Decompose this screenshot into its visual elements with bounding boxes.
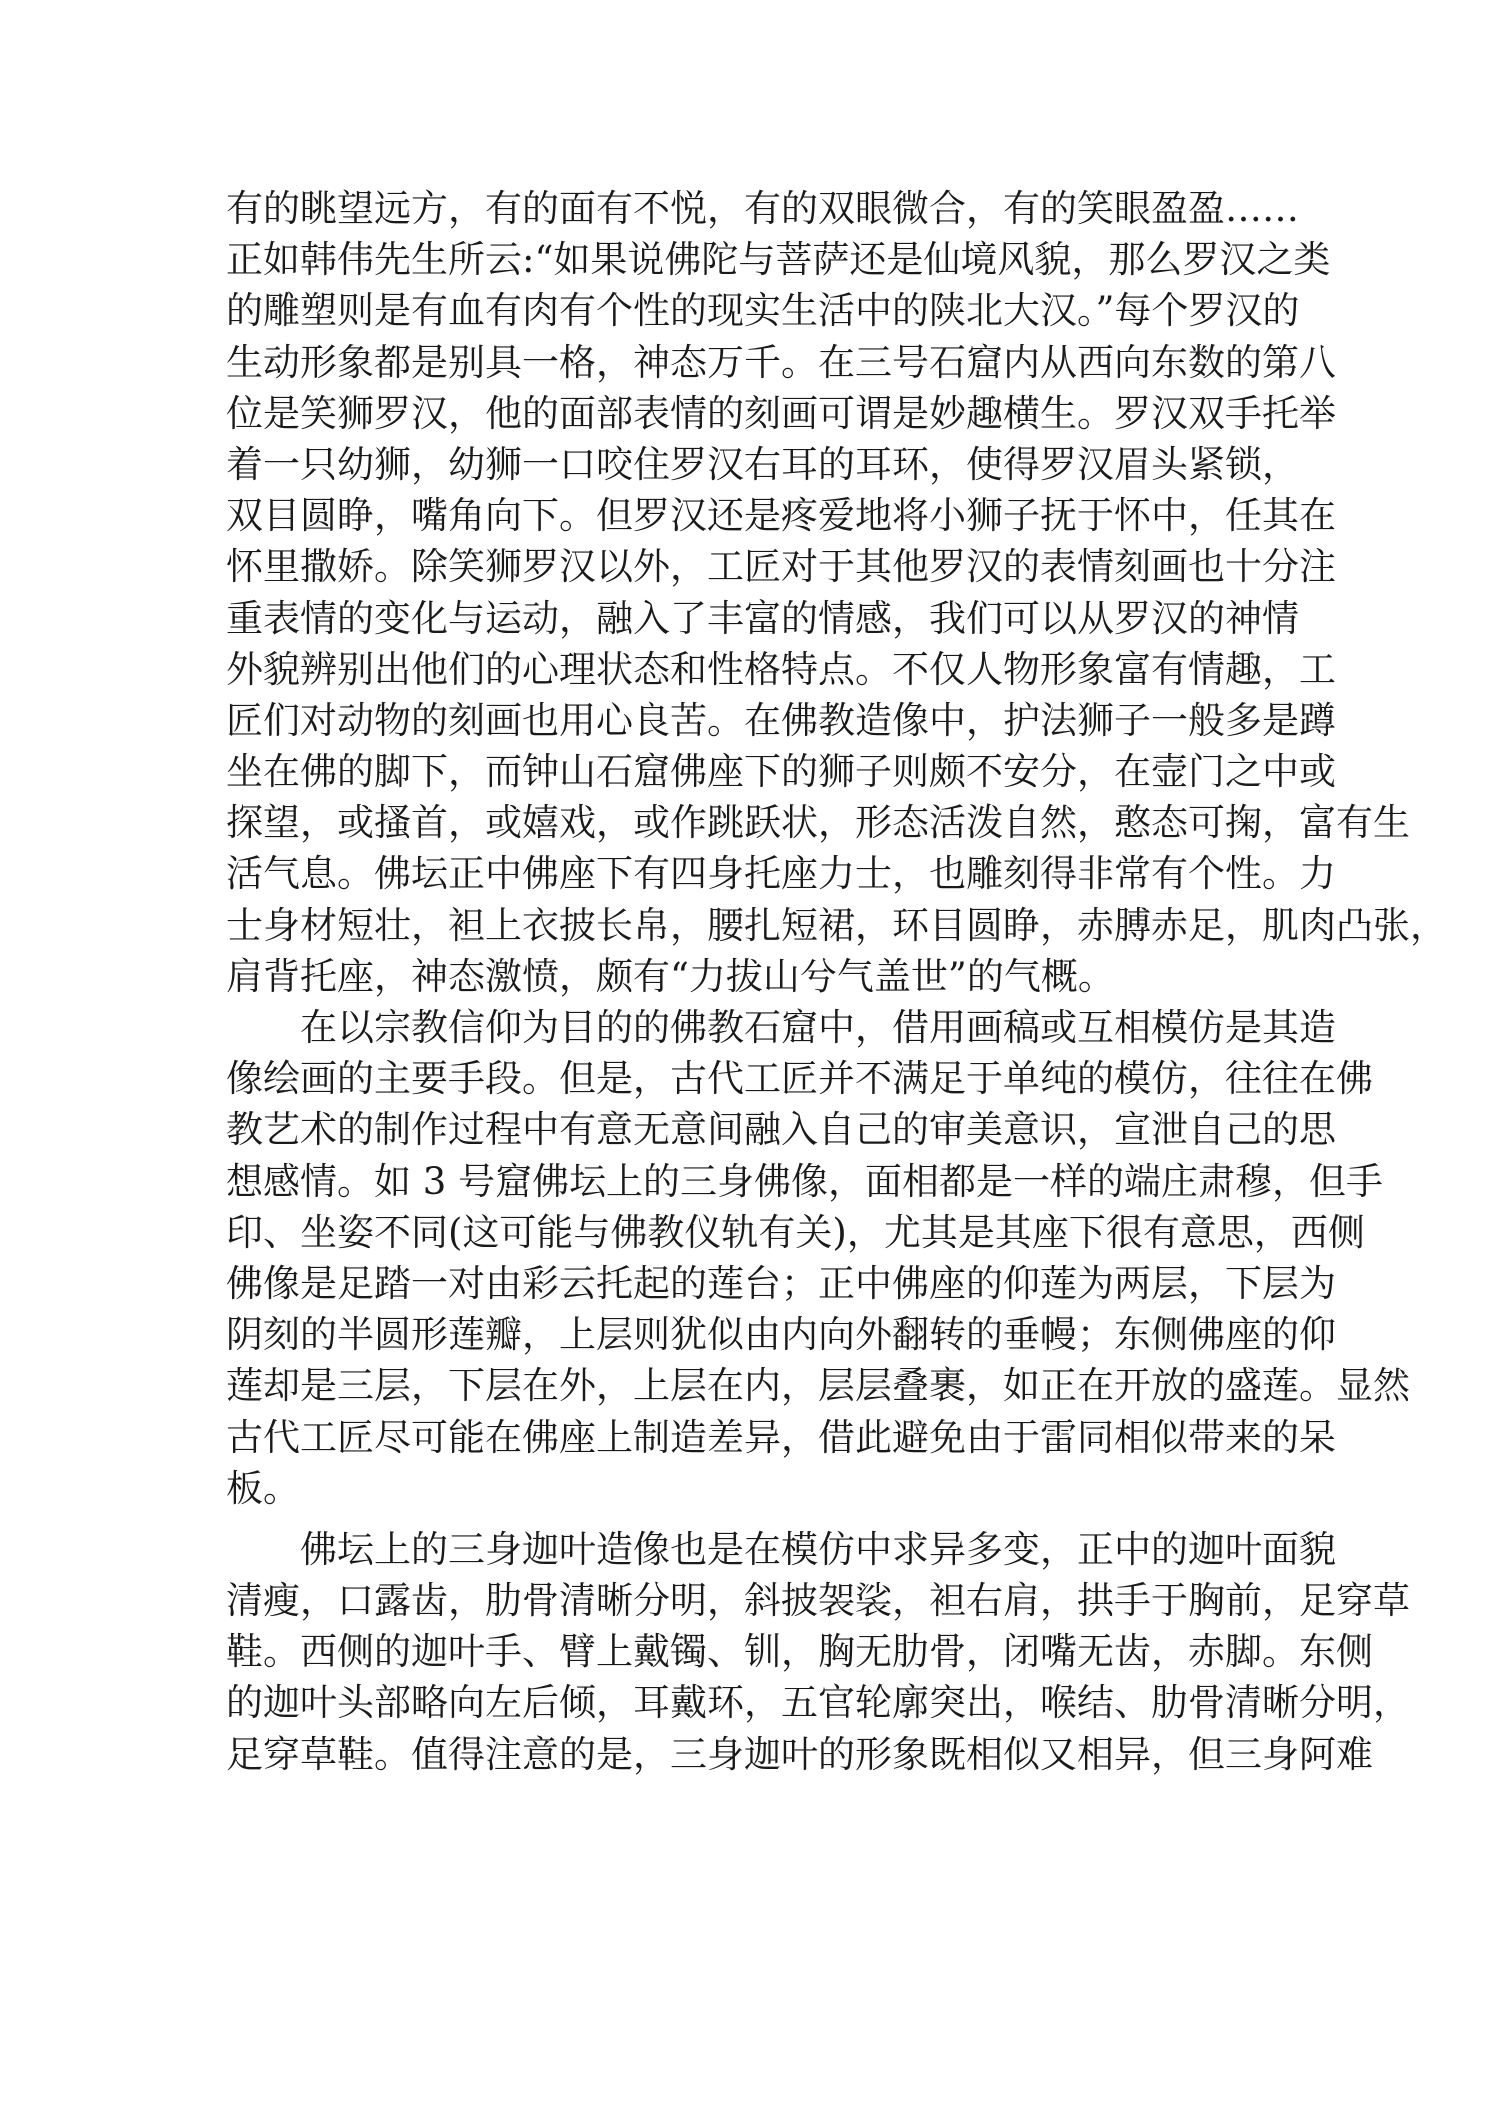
paragraph-2-line-6: 佛像是足踏一对由彩云托起的莲台；正中佛座的仰莲为两层，下层为 (226, 1261, 1336, 1305)
paragraph-2-line-5: 印、坐姿不同(这可能与佛教仪轨有关)，尤其是其座下很有意思，西侧 (226, 1210, 1365, 1254)
paragraph-1-line-11: 匠们对动物的刻画也用心良苦。在佛教造像中，护法狮子一般多是蹲 (226, 698, 1336, 742)
paragraph-1-line-2: 正如韩伟先生所云:“如果说佛陀与菩萨还是仙境风貌，那么罗汉之类 (226, 238, 1331, 282)
paragraph-1-line-6: 着一只幼狮，幼狮一口咬住罗汉右耳的耳环，使得罗汉眉头紧锁， (226, 442, 1299, 486)
paragraph-1-line-1: 有的眺望远方，有的面有不悦，有的双眼微合，有的笑眼盈盈…… (226, 187, 1299, 230)
paragraph-1-line-3: 的雕塑则是有血有肉有个性的现实生活中的陕北大汉。”每个罗汉的 (226, 289, 1300, 333)
paragraph-1-line-8: 怀里撒娇。除笑狮罗汉以外，工匠对于其他罗汉的表情刻画也十分注 (226, 545, 1336, 589)
paragraph-2-line-2: 像绘画的主要手段。但是，古代工匠并不满足于单纯的模仿，往往在佛 (226, 1057, 1373, 1101)
body-text (226, 183, 1447, 1780)
paragraph-1-line-16: 肩背托座，神态激愤，颇有“力拔山兮气盖世”的气概。 (226, 954, 1115, 998)
paragraph-1-line-12: 坐在佛的脚下，而钟山石窟佛座下的狮子则颇不安分，在壸门之中或 (226, 750, 1336, 794)
paragraph-1-line-7: 双目圆睁，嘴角向下。但罗汉还是疼爱地将小狮子抚于怀中，任其在 (226, 494, 1336, 538)
paragraph-2-line-1: 在以宗教信仰为目的的佛教石窟中，借用画稿或互相模仿是其造 (300, 1006, 1336, 1049)
paragraph-1-line-13: 探望，或搔首，或嬉戏，或作跳跃状，形态活泼自然，憨态可掬，富有生 (226, 801, 1410, 845)
paragraph-1-line-5: 位是笑狮罗汉，他的面部表情的刻画可谓是妙趣横生。罗汉双手托举 (226, 391, 1336, 435)
paragraph-3-line-4: 的迦叶头部略向左后倾，耳戴环，五官轮廓突出，喉结、肋骨清晰分明， (226, 1681, 1410, 1725)
paragraph-2-line-3: 教艺术的制作过程中有意无意间融入自己的审美意识，宣泄自己的思 (226, 1108, 1336, 1152)
paragraph-1-line-10: 外貌辨别出他们的心理状态和性格特点。不仅人物形象富有情趣，工 (226, 647, 1336, 691)
paragraph-2-line-10: 板。 (226, 1466, 300, 1510)
paragraph-1-line-9: 重表情的变化与运动，融入了丰富的情感，我们可以从罗汉的神情 (226, 596, 1299, 640)
paragraph-gap (226, 1514, 1286, 1524)
paragraph-1-line-15: 士身材短壮，袒上衣披长帛，腰扎短裙，环目圆睁，赤膊赤足，肌肉凸张， (226, 903, 1447, 947)
paragraph-1-line-14: 活气息。佛坛正中佛座下有四身托座力士，也雕刻得非常有个性。力 (226, 852, 1336, 896)
paragraph-3-line-3: 鞋。西侧的迦叶手、臂上戴镯、钏，胸无肋骨，闭嘴无齿，赤脚。东侧 (226, 1630, 1373, 1674)
paragraph-2-line-8: 莲却是三层，下层在外，上层在内，层层叠裹，如正在开放的盛莲。显然 (226, 1364, 1410, 1408)
paragraph-2-line-9: 古代工匠尽可能在佛座上制造差异，借此避免由于雷同相似带来的呆 (226, 1415, 1336, 1459)
paragraph-3-line-2: 清瘦，口露齿，肋骨清晰分明，斜披袈裟，袒右肩，拱手于胸前，足穿草 (226, 1579, 1410, 1623)
paragraph-3-line-1: 佛坛上的三身迦叶造像也是在模仿中求异多变，正中的迦叶面貌 (300, 1527, 1336, 1571)
paragraph-2-line-7: 阴刻的半圆形莲瓣，上层则犹似由内向外翻转的垂幔；东侧佛座的仰 (226, 1313, 1336, 1357)
paragraph-3-line-5: 足穿草鞋。值得注意的是，三身迦叶的形象既相似又相异，但三身阿难 (226, 1732, 1373, 1776)
paragraph-2-line-4: 想感情。如 3 号窟佛坛上的三身佛像，面相都是一样的端庄肃穆，但手 (226, 1159, 1384, 1203)
paragraph-1-line-4: 生动形象都是别具一格，神态万千。在三号石窟内从西向东数的第八 (226, 340, 1336, 384)
